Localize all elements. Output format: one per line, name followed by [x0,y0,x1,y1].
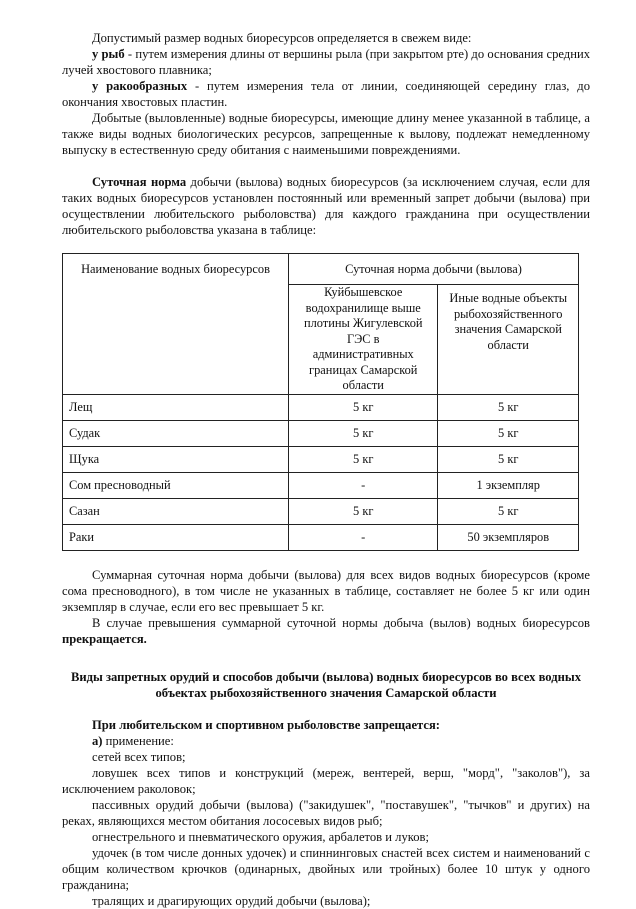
size-intro: Допустимый размер водных биоресурсов определяется в свежем виде: [92,31,472,45]
list-item: пассивных орудий добычи (вылова) ("закидушек", "поставушек", "тычков" и других) на реках, являющихся местом обитания лососевых видов рыб; [62,797,590,828]
exceed-rule-text: В случае превышения суммарной суточной нормы добыча (вылов) водных биоресурсов [92,615,590,630]
species-cell: Сом пресноводный [63,472,289,498]
table-header-row [63,254,579,285]
daily-norm-table [62,253,579,551]
crayfish-measure [62,78,590,110]
document-page [62,30,590,909]
norm-kuibyshev-cell: 5 кг [289,420,438,446]
table-row [63,446,579,472]
list-item: тралящих и драгирующих орудий добычи (вылова); [92,893,371,908]
clause-a-letter: а) [92,733,103,748]
exceed-rule-term: прекращается. [62,631,147,646]
col-name-header: Наименование водных биоресурсов [63,254,289,395]
crayfish-term: у ракообразных [92,79,188,93]
prohibited-lead [62,717,590,733]
clause-a-text: применение: [102,733,174,748]
norm-kuibyshev-cell: 5 кг [289,498,438,524]
table-row [63,420,579,446]
col-norm-header: Суточная норма добычи (вылова) [289,254,579,285]
norm-kuibyshev-cell: 5 кг [289,446,438,472]
list-item: ловушек всех типов и конструкций (мереж, вентерей, верш, "морд", "заколов"), за исключением раколовок; [62,765,590,796]
table-row [63,472,579,498]
species-cell: Щука [63,446,289,472]
daily-norm-text: добычи (вылова) водных биоресурсов (за исключением случая, если для таких водных биоресурсов установлен постоянный или временный запрет добычи (вылова) при осуществлении любительского рыболовства) для каждого гражданина при осуществлении любительского рыболовства указана в таблице: [62,175,590,237]
species-cell: Лещ [63,394,289,420]
species-cell: Раки [63,524,289,550]
norm-other-cell: 5 кг [438,394,579,420]
col-other-header: Иные водные объекты рыбохозяйственного значения Самарской области [438,285,579,395]
prohibited-lead-text: При любительском и спортивном рыболовстве запрещается: [92,717,440,732]
table-row [63,394,579,420]
species-cell: Судак [63,420,289,446]
daily-norm-paragraph [62,174,590,238]
table-row [63,498,579,524]
norm-kuibyshev-cell: 5 кг [289,394,438,420]
fish-measure [62,46,590,78]
fish-measure-text: - путем измерения длины от вершины рыла (при закрытом рте) до основания средних лучей хвостового плавника; [62,47,590,77]
clause-a [62,733,590,749]
section-heading: Виды запретных орудий и способов добычи (вылова) водных биоресурсов во всех водных объектах рыбохозяйственного значения Самарской области [70,669,581,700]
crayfish-measure-text: - путем измерения тела от линии, соединяющей середину глаз, до окончания хвостовых пластин. [62,79,590,109]
col-kuibyshev-header: Куйбышевское водохранилище выше плотины Жигулевской ГЭС в административных границах Самарской области [289,285,438,395]
list-item: огнестрельного и пневматического оружия, арбалетов и луков; [92,829,429,844]
norm-other-cell: 1 экземпляр [438,472,579,498]
species-cell: Сазан [63,498,289,524]
release-rule: Добытые (выловленные) водные биоресурсы, имеющие длину менее указанной в таблице, а также виды водных биологических ресурсов, запрещенные к вылову, подлежат немедленному выпуску в естественную среду обитания с наименьшими повреждениями. [62,111,590,157]
summary-norm: Суммарная суточная норма добычи (вылова) для всех видов водных биоресурсов (кроме сома пресноводного), в том числе не указанных в таблице, составляет не более 5 кг или один экземпляр в случае, если его вес превышает 5 кг. [62,567,590,614]
table-row [63,524,579,550]
norm-kuibyshev-cell: - [289,524,438,550]
list-item: удочек (в том числе донных удочек) и спиннинговых снастей всех систем и наименований с общим количеством крючков (одинарных, двойных или тройных) более 10 штук у одного гражданина; [62,845,590,892]
daily-norm-term: Суточная норма [92,175,187,189]
exceed-rule [62,615,590,647]
norm-other-cell: 5 кг [438,498,579,524]
norm-kuibyshev-cell: - [289,472,438,498]
fish-term: у рыб [92,47,125,61]
norm-other-cell: 50 экземпляров [438,524,579,550]
norm-other-cell: 5 кг [438,420,579,446]
list-item: сетей всех типов; [92,749,186,764]
norm-other-cell: 5 кг [438,446,579,472]
